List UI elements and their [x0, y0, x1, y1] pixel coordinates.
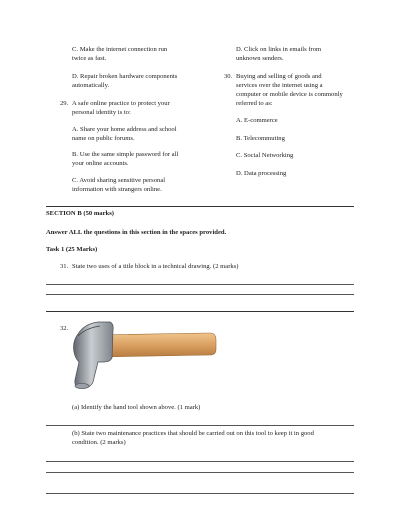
q30-option-b: B. Telecommuting: [236, 135, 285, 142]
q29-option-b-line2: your online accounts.: [72, 160, 129, 167]
q29-option-a-line1: A. Share your home address and school: [72, 126, 177, 133]
answer-line: [46, 294, 354, 295]
q29-option-c-line2: information with strangers online.: [72, 186, 162, 193]
section-divider: [46, 206, 354, 207]
answer-line: [46, 493, 354, 494]
q29-option-a-line2: name on public forums.: [72, 135, 135, 142]
q30-stem-line3: computer or mobile device is commonly: [236, 91, 343, 98]
q28-right-option-d-line2: unknown senders.: [236, 55, 284, 62]
q31-number: 31.: [60, 263, 69, 270]
q30-stem-line4: referred to as:: [236, 100, 273, 107]
q29-option-c-line1: C. Avoid sharing sensitive personal: [72, 177, 166, 184]
answer-line: [46, 425, 354, 426]
section-b-title: SECTION B (50 marks): [46, 210, 114, 217]
q32-part-b-line1: (b) State two maintenance practices that should be carried out on this tool to keep it in good: [72, 430, 314, 437]
q29-number: 29.: [60, 100, 69, 107]
q29-option-b-line1: B. Use the same simple password for all: [72, 151, 179, 158]
q31-text: State two uses of a title block in a technical drawing. (2 marks): [72, 263, 239, 270]
q30-number: 30.: [224, 73, 233, 80]
q28-right-option-d-line1: D. Click on links in emails from: [236, 46, 322, 53]
task-1-heading: Task 1 (25 Marks): [46, 246, 98, 253]
q30-option-c: C. Social Networking: [236, 152, 294, 159]
q29-stem-line2: personal identity is to:: [72, 109, 131, 116]
section-b-instruction: Answer ALL the questions in this section in the spaces provided.: [46, 229, 227, 236]
q30-option-d: D. Data processing: [236, 170, 287, 177]
q30-stem-line2: services over the internet using a: [236, 82, 323, 89]
q30-stem-line1: Buying and selling of goods and: [236, 73, 322, 80]
answer-line: [46, 472, 354, 473]
claw-hammer-image: [64, 312, 234, 404]
q28-option-d-line2: automatically.: [72, 82, 110, 89]
q32-number: 32.: [60, 325, 69, 332]
q29-stem-line1: A safe online practice to protect your: [72, 100, 170, 107]
q30-option-a: A. E-commerce: [236, 117, 278, 124]
q28-option-d-line1: D. Repair broken hardware components: [72, 73, 178, 80]
q32-part-b-line2: condition. (2 marks): [72, 439, 126, 446]
answer-line: [46, 284, 354, 285]
answer-line: [46, 461, 354, 462]
q32-part-a: (a) Identify the hand tool shown above. (1 mark): [72, 404, 201, 411]
q28-option-c-line2: twice as fast.: [72, 55, 107, 62]
q28-option-c-line1: C. Make the internet connection run: [72, 46, 168, 53]
